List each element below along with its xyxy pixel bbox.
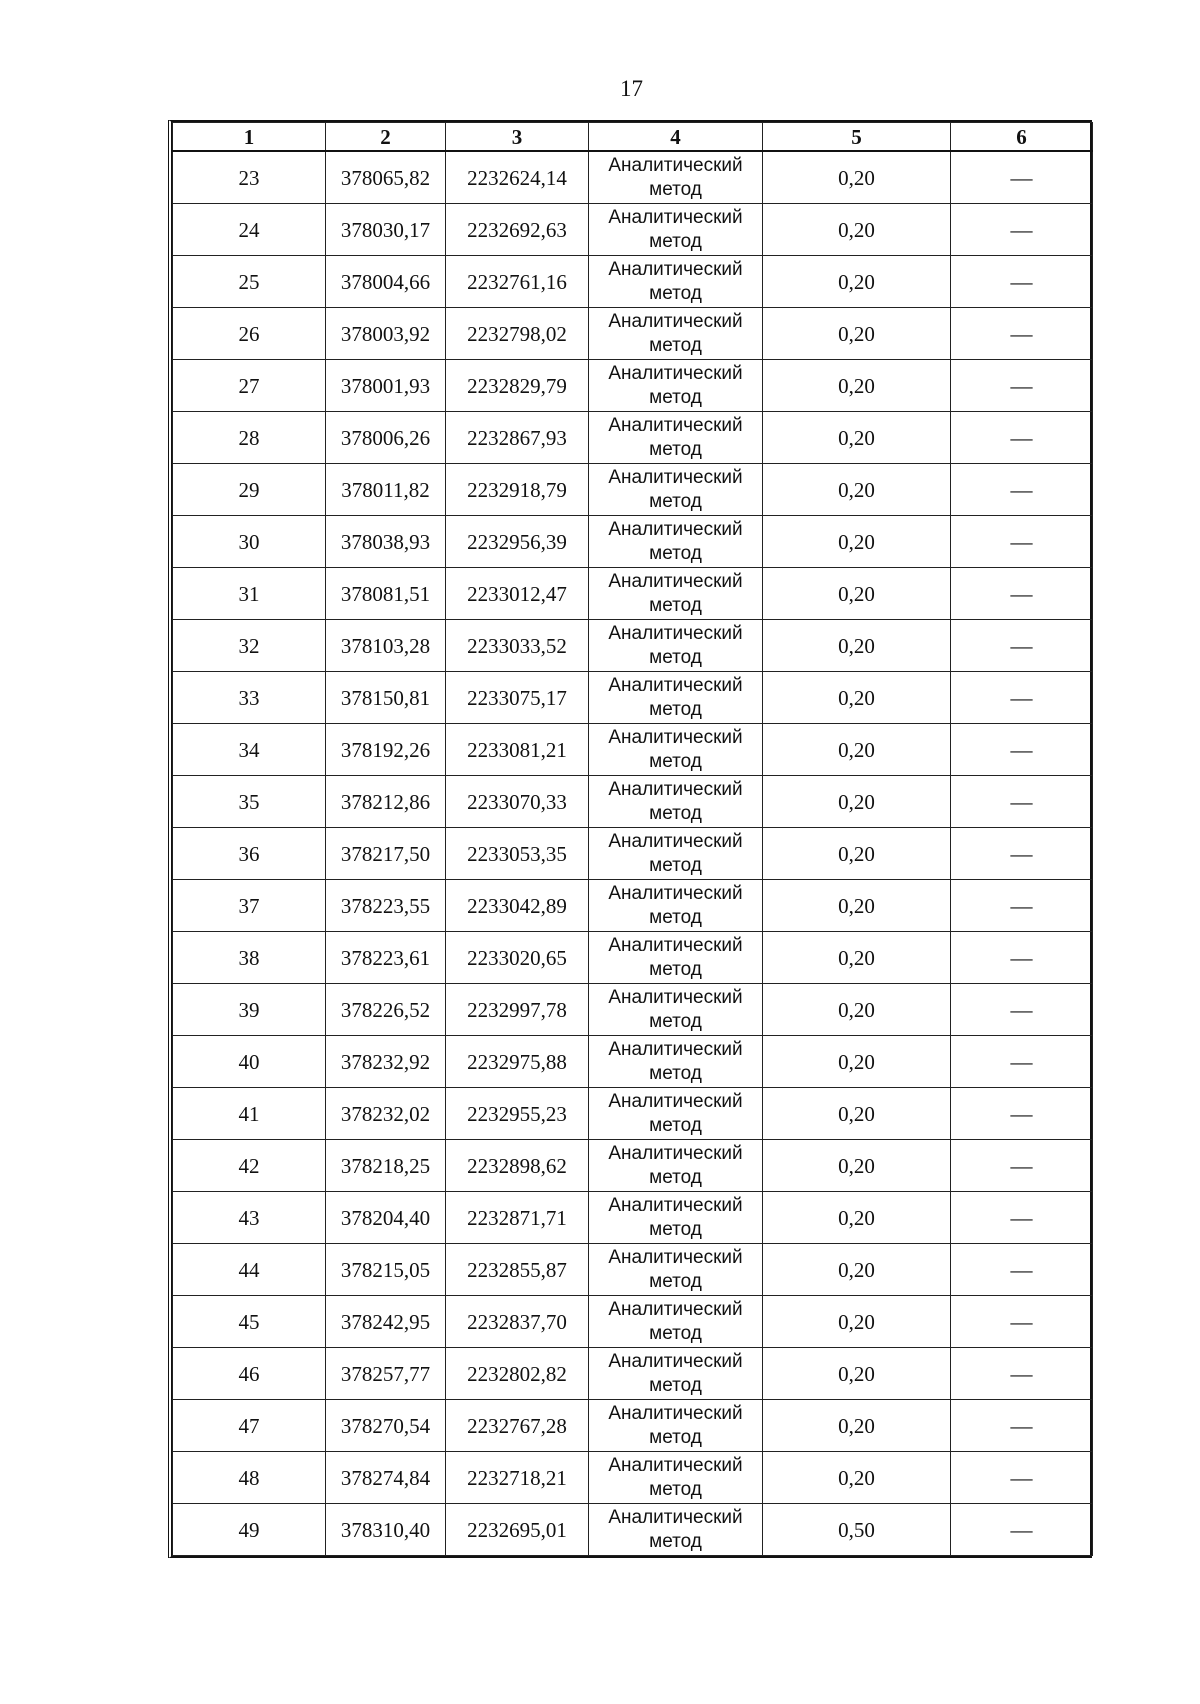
x-coordinate-cell: 378274,84 — [326, 1452, 446, 1504]
table-row — [173, 828, 1093, 880]
table-row — [173, 1296, 1093, 1348]
column-6-cell: — — [951, 1348, 1093, 1400]
method-line-1: Аналитический — [608, 1298, 743, 1320]
y-coordinate-cell: 2232802,82 — [446, 1348, 589, 1400]
method-line-2: метод — [649, 1062, 702, 1084]
method-line-2: метод — [649, 1374, 702, 1396]
accuracy-cell: 0,20 — [763, 724, 951, 776]
point-number-cell: 34 — [173, 724, 326, 776]
y-coordinate-cell: 2232867,93 — [446, 412, 589, 464]
method-line-2: метод — [649, 282, 702, 304]
column-6-cell: — — [951, 412, 1093, 464]
method-cell — [589, 308, 763, 360]
point-number-cell: 40 — [173, 1036, 326, 1088]
method-cell — [589, 568, 763, 620]
method-line-2: метод — [649, 802, 702, 824]
method-line-1: Аналитический — [608, 362, 743, 384]
point-number-cell: 49 — [173, 1504, 326, 1556]
method-line-1: Аналитический — [608, 1246, 743, 1268]
accuracy-cell: 0,20 — [763, 464, 951, 516]
accuracy-cell: 0,20 — [763, 620, 951, 672]
accuracy-cell: 0,20 — [763, 828, 951, 880]
method-line-2: метод — [649, 230, 702, 252]
x-coordinate-cell: 378065,82 — [326, 151, 446, 204]
x-coordinate-cell: 378038,93 — [326, 516, 446, 568]
x-coordinate-cell: 378242,95 — [326, 1296, 446, 1348]
method-line-2: метод — [649, 1270, 702, 1292]
column-6-cell: — — [951, 1296, 1093, 1348]
method-line-1: Аналитический — [608, 310, 743, 332]
method-cell — [589, 620, 763, 672]
x-coordinate-cell: 378223,61 — [326, 932, 446, 984]
column-6-cell: — — [951, 151, 1093, 204]
column-6-cell: — — [951, 360, 1093, 412]
accuracy-cell: 0,20 — [763, 1452, 951, 1504]
method-cell — [589, 256, 763, 308]
accuracy-cell: 0,20 — [763, 1296, 951, 1348]
method-line-2: метод — [649, 750, 702, 772]
method-line-1: Аналитический — [608, 1142, 743, 1164]
method-cell — [589, 932, 763, 984]
accuracy-cell: 0,20 — [763, 204, 951, 256]
column-6-cell: — — [951, 568, 1093, 620]
y-coordinate-cell: 2233070,33 — [446, 776, 589, 828]
point-number-cell: 30 — [173, 516, 326, 568]
x-coordinate-cell: 378232,92 — [326, 1036, 446, 1088]
table-row — [173, 360, 1093, 412]
method-line-1: Аналитический — [608, 674, 743, 696]
method-line-1: Аналитический — [608, 206, 743, 228]
column-6-cell: — — [951, 256, 1093, 308]
column-6-cell: — — [951, 464, 1093, 516]
table-row — [173, 1348, 1093, 1400]
y-coordinate-cell: 2232855,87 — [446, 1244, 589, 1296]
method-line-1: Аналитический — [608, 1454, 743, 1476]
header-col-6: 6 — [951, 123, 1093, 152]
point-number-cell: 47 — [173, 1400, 326, 1452]
x-coordinate-cell: 378192,26 — [326, 724, 446, 776]
y-coordinate-cell: 2233042,89 — [446, 880, 589, 932]
accuracy-cell: 0,20 — [763, 516, 951, 568]
table-row — [173, 880, 1093, 932]
method-line-2: метод — [649, 1478, 702, 1500]
point-number-cell: 38 — [173, 932, 326, 984]
point-number-cell: 35 — [173, 776, 326, 828]
accuracy-cell: 0,20 — [763, 1400, 951, 1452]
table-row — [173, 1192, 1093, 1244]
x-coordinate-cell: 378030,17 — [326, 204, 446, 256]
method-cell — [589, 151, 763, 204]
method-cell — [589, 516, 763, 568]
y-coordinate-cell: 2232718,21 — [446, 1452, 589, 1504]
point-number-cell: 28 — [173, 412, 326, 464]
point-number-cell: 24 — [173, 204, 326, 256]
table-row — [173, 1036, 1093, 1088]
x-coordinate-cell: 378150,81 — [326, 672, 446, 724]
header-col-1: 1 — [173, 123, 326, 152]
y-coordinate-cell: 2232956,39 — [446, 516, 589, 568]
table-row — [173, 412, 1093, 464]
table-row — [173, 308, 1093, 360]
x-coordinate-cell: 378232,02 — [326, 1088, 446, 1140]
x-coordinate-cell: 378004,66 — [326, 256, 446, 308]
y-coordinate-cell: 2232837,70 — [446, 1296, 589, 1348]
method-line-2: метод — [649, 386, 702, 408]
method-cell — [589, 204, 763, 256]
method-line-1: Аналитический — [608, 934, 743, 956]
method-cell — [589, 1504, 763, 1556]
page-number: 17 — [620, 76, 643, 101]
method-line-1: Аналитический — [608, 726, 743, 748]
method-cell — [589, 1036, 763, 1088]
y-coordinate-cell: 2232692,63 — [446, 204, 589, 256]
table-row — [173, 516, 1093, 568]
column-6-cell: — — [951, 672, 1093, 724]
method-cell — [589, 1452, 763, 1504]
header-col-5: 5 — [763, 123, 951, 152]
column-6-cell: — — [951, 204, 1093, 256]
method-line-2: метод — [649, 490, 702, 512]
accuracy-cell: 0,20 — [763, 308, 951, 360]
table-row — [173, 672, 1093, 724]
x-coordinate-cell: 378081,51 — [326, 568, 446, 620]
table-row — [173, 568, 1093, 620]
method-line-2: метод — [649, 542, 702, 564]
column-6-cell: — — [951, 1036, 1093, 1088]
y-coordinate-cell: 2233020,65 — [446, 932, 589, 984]
y-coordinate-cell: 2232975,88 — [446, 1036, 589, 1088]
point-number-cell: 37 — [173, 880, 326, 932]
point-number-cell: 25 — [173, 256, 326, 308]
method-line-1: Аналитический — [608, 570, 743, 592]
column-6-cell: — — [951, 1088, 1093, 1140]
column-6-cell: — — [951, 1140, 1093, 1192]
method-line-1: Аналитический — [608, 1402, 743, 1424]
x-coordinate-cell: 378270,54 — [326, 1400, 446, 1452]
point-number-cell: 48 — [173, 1452, 326, 1504]
method-line-2: метод — [649, 1322, 702, 1344]
accuracy-cell: 0,20 — [763, 776, 951, 828]
table-row — [173, 932, 1093, 984]
accuracy-cell: 0,20 — [763, 1036, 951, 1088]
table-row — [173, 620, 1093, 672]
x-coordinate-cell: 378003,92 — [326, 308, 446, 360]
table-row — [173, 724, 1093, 776]
accuracy-cell: 0,20 — [763, 1088, 951, 1140]
x-coordinate-cell: 378223,55 — [326, 880, 446, 932]
point-number-cell: 31 — [173, 568, 326, 620]
method-line-1: Аналитический — [608, 154, 743, 176]
point-number-cell: 27 — [173, 360, 326, 412]
x-coordinate-cell: 378226,52 — [326, 984, 446, 1036]
method-line-1: Аналитический — [608, 1506, 743, 1528]
method-cell — [589, 1400, 763, 1452]
point-number-cell: 39 — [173, 984, 326, 1036]
column-6-cell: — — [951, 1452, 1093, 1504]
accuracy-cell: 0,20 — [763, 984, 951, 1036]
y-coordinate-cell: 2232695,01 — [446, 1504, 589, 1556]
y-coordinate-cell: 2232798,02 — [446, 308, 589, 360]
column-6-cell: — — [951, 984, 1093, 1036]
method-line-2: метод — [649, 334, 702, 356]
accuracy-cell: 0,20 — [763, 672, 951, 724]
method-cell — [589, 464, 763, 516]
point-number-cell: 32 — [173, 620, 326, 672]
x-coordinate-cell: 378204,40 — [326, 1192, 446, 1244]
x-coordinate-cell: 378006,26 — [326, 412, 446, 464]
method-cell — [589, 412, 763, 464]
point-number-cell: 46 — [173, 1348, 326, 1400]
method-cell — [589, 776, 763, 828]
y-coordinate-cell: 2232997,78 — [446, 984, 589, 1036]
x-coordinate-cell: 378103,28 — [326, 620, 446, 672]
y-coordinate-cell: 2232898,62 — [446, 1140, 589, 1192]
method-line-1: Аналитический — [608, 258, 743, 280]
method-line-1: Аналитический — [608, 414, 743, 436]
method-cell — [589, 1088, 763, 1140]
method-line-2: метод — [649, 594, 702, 616]
table-row — [173, 1088, 1093, 1140]
method-line-2: метод — [649, 646, 702, 668]
y-coordinate-cell: 2232918,79 — [446, 464, 589, 516]
x-coordinate-cell: 378212,86 — [326, 776, 446, 828]
table-row — [173, 1244, 1093, 1296]
method-line-1: Аналитический — [608, 882, 743, 904]
method-cell — [589, 880, 763, 932]
y-coordinate-cell: 2233081,21 — [446, 724, 589, 776]
column-6-cell: — — [951, 516, 1093, 568]
y-coordinate-cell: 2232761,16 — [446, 256, 589, 308]
point-number-cell: 26 — [173, 308, 326, 360]
table-row — [173, 464, 1093, 516]
x-coordinate-cell: 378257,77 — [326, 1348, 446, 1400]
method-cell — [589, 1140, 763, 1192]
method-line-2: метод — [649, 1166, 702, 1188]
x-coordinate-cell: 378215,05 — [326, 1244, 446, 1296]
table-body — [173, 151, 1093, 1556]
y-coordinate-cell: 2232829,79 — [446, 360, 589, 412]
x-coordinate-cell: 378310,40 — [326, 1504, 446, 1556]
coordinates-table — [172, 122, 1093, 1556]
method-line-2: метод — [649, 178, 702, 200]
column-6-cell: — — [951, 880, 1093, 932]
method-line-2: метод — [649, 906, 702, 928]
column-6-cell: — — [951, 932, 1093, 984]
method-line-1: Аналитический — [608, 622, 743, 644]
header-row — [173, 123, 1093, 152]
column-6-cell: — — [951, 1192, 1093, 1244]
point-number-cell: 44 — [173, 1244, 326, 1296]
method-line-2: метод — [649, 1010, 702, 1032]
column-6-cell: — — [951, 724, 1093, 776]
accuracy-cell: 0,50 — [763, 1504, 951, 1556]
method-cell — [589, 360, 763, 412]
table-row — [173, 984, 1093, 1036]
header-col-4: 4 — [589, 123, 763, 152]
accuracy-cell: 0,20 — [763, 256, 951, 308]
method-line-2: метод — [649, 1114, 702, 1136]
method-line-2: метод — [649, 1530, 702, 1552]
point-number-cell: 43 — [173, 1192, 326, 1244]
method-cell — [589, 1244, 763, 1296]
accuracy-cell: 0,20 — [763, 1244, 951, 1296]
accuracy-cell: 0,20 — [763, 412, 951, 464]
point-number-cell: 41 — [173, 1088, 326, 1140]
table-row — [173, 776, 1093, 828]
table-row — [173, 1452, 1093, 1504]
y-coordinate-cell: 2232624,14 — [446, 151, 589, 204]
column-6-cell: — — [951, 308, 1093, 360]
method-line-2: метод — [649, 698, 702, 720]
accuracy-cell: 0,20 — [763, 151, 951, 204]
table-row — [173, 151, 1093, 204]
method-cell — [589, 1296, 763, 1348]
y-coordinate-cell: 2233012,47 — [446, 568, 589, 620]
header-col-3: 3 — [446, 123, 589, 152]
accuracy-cell: 0,20 — [763, 1192, 951, 1244]
point-number-cell: 36 — [173, 828, 326, 880]
y-coordinate-cell: 2232871,71 — [446, 1192, 589, 1244]
method-line-1: Аналитический — [608, 466, 743, 488]
method-line-1: Аналитический — [608, 830, 743, 852]
y-coordinate-cell: 2232767,28 — [446, 1400, 589, 1452]
point-number-cell: 29 — [173, 464, 326, 516]
accuracy-cell: 0,20 — [763, 880, 951, 932]
table-row — [173, 1504, 1093, 1556]
method-line-2: метод — [649, 854, 702, 876]
y-coordinate-cell: 2233053,35 — [446, 828, 589, 880]
column-6-cell: — — [951, 1400, 1093, 1452]
header-col-2: 2 — [326, 123, 446, 152]
x-coordinate-cell: 378001,93 — [326, 360, 446, 412]
accuracy-cell: 0,20 — [763, 360, 951, 412]
column-6-cell: — — [951, 620, 1093, 672]
accuracy-cell: 0,20 — [763, 1348, 951, 1400]
method-line-1: Аналитический — [608, 518, 743, 540]
method-cell — [589, 828, 763, 880]
method-line-1: Аналитический — [608, 778, 743, 800]
method-line-2: метод — [649, 438, 702, 460]
x-coordinate-cell: 378218,25 — [326, 1140, 446, 1192]
accuracy-cell: 0,20 — [763, 1140, 951, 1192]
column-6-cell: — — [951, 1244, 1093, 1296]
method-line-2: метод — [649, 958, 702, 980]
point-number-cell: 33 — [173, 672, 326, 724]
point-number-cell: 45 — [173, 1296, 326, 1348]
method-cell — [589, 724, 763, 776]
accuracy-cell: 0,20 — [763, 932, 951, 984]
method-line-1: Аналитический — [608, 1038, 743, 1060]
table-row — [173, 1400, 1093, 1452]
method-line-1: Аналитический — [608, 1194, 743, 1216]
method-line-2: метод — [649, 1218, 702, 1240]
table-row — [173, 204, 1093, 256]
method-line-1: Аналитический — [608, 1350, 743, 1372]
column-6-cell: — — [951, 776, 1093, 828]
accuracy-cell: 0,20 — [763, 568, 951, 620]
x-coordinate-cell: 378011,82 — [326, 464, 446, 516]
table-row — [173, 256, 1093, 308]
x-coordinate-cell: 378217,50 — [326, 828, 446, 880]
y-coordinate-cell: 2232955,23 — [446, 1088, 589, 1140]
method-cell — [589, 984, 763, 1036]
point-number-cell: 42 — [173, 1140, 326, 1192]
y-coordinate-cell: 2233033,52 — [446, 620, 589, 672]
column-6-cell: — — [951, 1504, 1093, 1556]
coordinates-table-frame — [168, 120, 1092, 1558]
y-coordinate-cell: 2233075,17 — [446, 672, 589, 724]
table-row — [173, 1140, 1093, 1192]
method-cell — [589, 672, 763, 724]
column-6-cell: — — [951, 828, 1093, 880]
method-line-2: метод — [649, 1426, 702, 1448]
method-line-1: Аналитический — [608, 1090, 743, 1112]
point-number-cell: 23 — [173, 151, 326, 204]
method-cell — [589, 1192, 763, 1244]
method-line-1: Аналитический — [608, 986, 743, 1008]
method-cell — [589, 1348, 763, 1400]
